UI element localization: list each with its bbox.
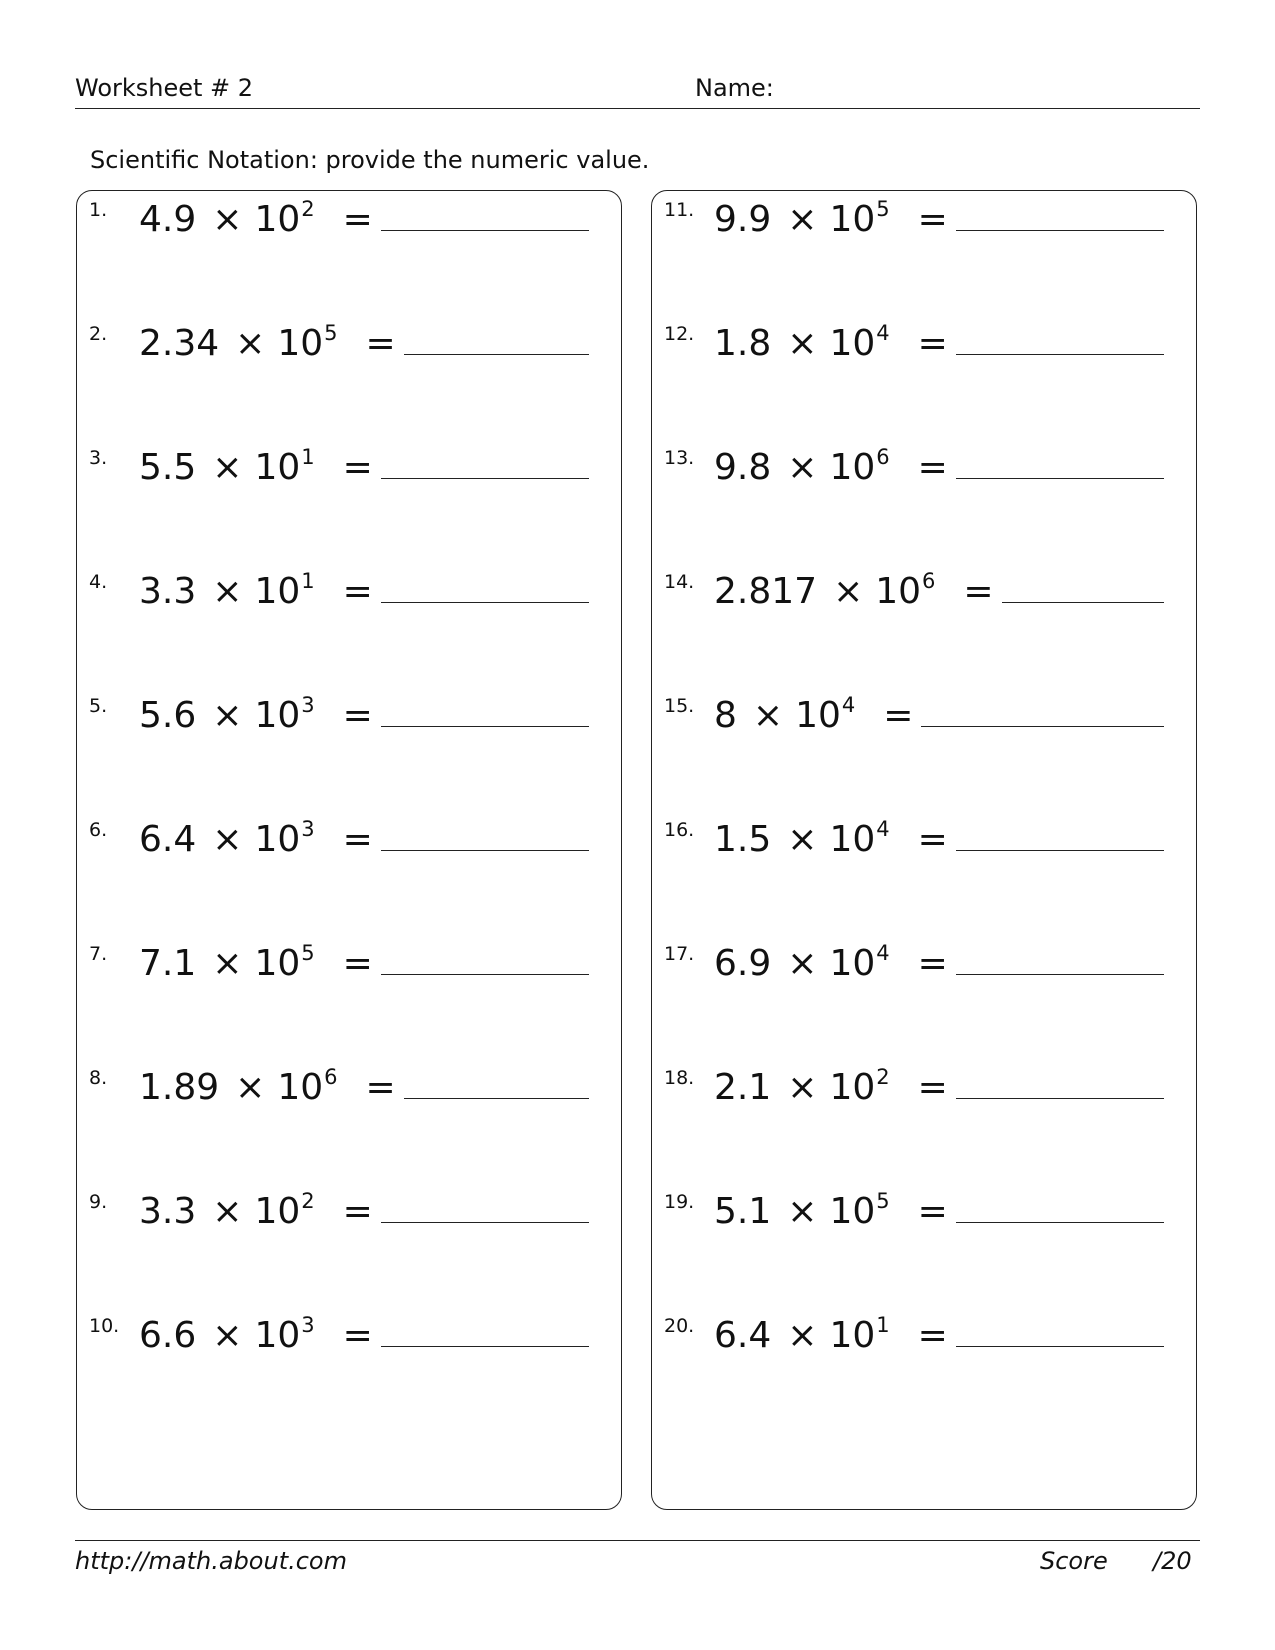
problem-number: 19. (664, 1191, 695, 1213)
answer-blank[interactable] (381, 450, 589, 479)
base-ten: 10 (829, 1191, 876, 1232)
times-sign: × (787, 943, 818, 984)
times-sign: × (752, 695, 784, 736)
problems-panel-left (76, 190, 622, 1510)
problem-number: 20. (664, 1315, 695, 1337)
problem-item (652, 815, 1198, 885)
times-sign: × (212, 1191, 243, 1232)
times-sign: × (212, 447, 243, 488)
coefficient: 5.5 (139, 447, 197, 488)
times-sign: × (787, 1315, 818, 1356)
equals-sign: = (342, 695, 373, 736)
coefficient: 6.6 (139, 1315, 197, 1356)
problem-number: 15. (664, 695, 695, 717)
problem-item (652, 319, 1198, 389)
problem-number: 11. (664, 199, 695, 221)
equals-sign: = (365, 323, 396, 364)
problem-item (77, 195, 623, 265)
problem-item (652, 691, 1198, 761)
coefficient: 7.1 (139, 943, 197, 984)
exponent: 6 (922, 569, 936, 593)
answer-blank[interactable] (956, 1318, 1164, 1347)
coefficient: 5.1 (714, 1191, 772, 1232)
problem-expression (139, 695, 589, 736)
base-ten: 10 (254, 695, 301, 736)
times-sign: × (235, 1067, 266, 1108)
worksheet-header (75, 74, 1200, 109)
answer-blank[interactable] (956, 1194, 1164, 1223)
coefficient: 4.9 (139, 199, 197, 240)
answer-blank[interactable] (956, 450, 1164, 479)
problem-item (77, 691, 623, 761)
problem-expression (139, 199, 589, 240)
times-sign: × (787, 1067, 818, 1108)
answer-blank[interactable] (956, 202, 1164, 231)
problem-number: 5. (89, 695, 108, 717)
equals-sign: = (963, 571, 994, 612)
times-sign: × (787, 199, 818, 240)
problem-expression (714, 943, 1164, 984)
instructions: Scientific Notation: provide the numeric value. (90, 146, 650, 174)
equals-sign: = (917, 199, 948, 240)
answer-blank[interactable] (381, 1318, 589, 1347)
problem-expression (139, 447, 589, 488)
answer-blank[interactable] (1002, 574, 1164, 603)
equals-sign: = (342, 571, 373, 612)
problem-number: 10. (89, 1315, 120, 1337)
source-url: http://math.about.com (75, 1547, 347, 1575)
problem-number: 4. (89, 571, 108, 593)
exponent: 4 (876, 941, 890, 965)
times-sign: × (212, 943, 243, 984)
problem-number: 8. (89, 1067, 108, 1089)
times-sign: × (787, 323, 818, 364)
base-ten: 10 (254, 571, 301, 612)
exponent: 2 (301, 197, 315, 221)
coefficient: 9.9 (714, 199, 772, 240)
exponent: 5 (324, 321, 338, 345)
coefficient: 8 (714, 695, 737, 736)
exponent: 1 (301, 569, 315, 593)
problem-item (652, 567, 1198, 637)
base-ten: 10 (829, 1315, 876, 1356)
problem-number: 2. (89, 323, 108, 345)
problem-expression (139, 819, 589, 860)
equals-sign: = (342, 819, 373, 860)
equals-sign: = (917, 1315, 948, 1356)
base-ten: 10 (829, 819, 876, 860)
worksheet-footer (75, 1540, 1200, 1587)
answer-blank[interactable] (956, 822, 1164, 851)
coefficient: 1.8 (714, 323, 772, 364)
answer-blank[interactable] (921, 698, 1164, 727)
problem-expression (139, 323, 589, 364)
times-sign: × (235, 323, 266, 364)
equals-sign: = (917, 1191, 948, 1232)
problem-item (77, 1063, 623, 1133)
base-ten: 10 (254, 1191, 301, 1232)
problem-number: 3. (89, 447, 108, 469)
exponent: 3 (301, 693, 315, 717)
exponent: 6 (876, 445, 890, 469)
times-sign: × (212, 199, 243, 240)
coefficient: 2.34 (139, 323, 220, 364)
problem-expression (139, 1315, 589, 1356)
problem-expression (714, 1315, 1164, 1356)
exponent: 5 (876, 197, 890, 221)
problem-number: 13. (664, 447, 695, 469)
exponent: 5 (876, 1189, 890, 1213)
answer-blank[interactable] (381, 698, 589, 727)
base-ten: 10 (254, 943, 301, 984)
problem-expression (714, 323, 1164, 364)
problem-expression (714, 819, 1164, 860)
problem-expression (714, 1191, 1164, 1232)
exponent: 3 (301, 1313, 315, 1337)
base-ten: 10 (795, 695, 841, 736)
times-sign: × (787, 447, 818, 488)
problem-item (77, 1187, 623, 1257)
problem-expression (714, 695, 1164, 736)
answer-blank[interactable] (381, 822, 589, 851)
equals-sign: = (342, 1191, 373, 1232)
problem-expression (714, 571, 1164, 612)
equals-sign: = (883, 695, 914, 736)
problem-number: 1. (89, 199, 108, 221)
answer-blank[interactable] (381, 946, 589, 975)
equals-sign: = (917, 1067, 948, 1108)
base-ten: 10 (254, 447, 301, 488)
coefficient: 1.89 (139, 1067, 220, 1108)
problem-item (652, 1187, 1198, 1257)
exponent: 3 (301, 817, 315, 841)
problem-number: 14. (664, 571, 695, 593)
exponent: 1 (301, 445, 315, 469)
coefficient: 2.1 (714, 1067, 772, 1108)
coefficient: 6.4 (714, 1315, 772, 1356)
problem-expression (139, 943, 589, 984)
problem-item (77, 1311, 623, 1381)
equals-sign: = (917, 447, 948, 488)
times-sign: × (787, 1191, 818, 1232)
equals-sign: = (917, 943, 948, 984)
answer-blank[interactable] (404, 326, 589, 355)
problem-expression (139, 1191, 589, 1232)
answer-blank[interactable] (956, 946, 1164, 975)
problem-number: 9. (89, 1191, 108, 1213)
coefficient: 3.3 (139, 1191, 197, 1232)
problem-number: 6. (89, 819, 108, 841)
coefficient: 3.3 (139, 571, 197, 612)
problem-expression (139, 1067, 589, 1108)
base-ten: 10 (875, 571, 922, 612)
problem-expression (714, 1067, 1164, 1108)
worksheet-title: Worksheet # 2 (75, 74, 254, 102)
coefficient: 5.6 (139, 695, 197, 736)
problem-item (652, 443, 1198, 513)
times-sign: × (212, 819, 243, 860)
score-label: Score (1040, 1547, 1108, 1575)
base-ten: 10 (277, 1067, 324, 1108)
problem-item (77, 815, 623, 885)
exponent: 1 (876, 1313, 890, 1337)
name-label: Name: (695, 74, 774, 102)
problem-item (77, 939, 623, 1009)
exponent: 4 (876, 817, 890, 841)
times-sign: × (833, 571, 864, 612)
base-ten: 10 (829, 323, 876, 364)
times-sign: × (212, 695, 243, 736)
equals-sign: = (342, 943, 373, 984)
base-ten: 10 (829, 199, 876, 240)
problem-item (77, 567, 623, 637)
base-ten: 10 (829, 447, 876, 488)
exponent: 4 (876, 321, 890, 345)
base-ten: 10 (277, 323, 324, 364)
coefficient: 2.817 (714, 571, 818, 612)
coefficient: 6.4 (139, 819, 197, 860)
answer-blank[interactable] (381, 1194, 589, 1223)
answer-blank[interactable] (956, 1070, 1164, 1099)
exponent: 5 (301, 941, 315, 965)
problem-item (652, 1063, 1198, 1133)
problem-number: 7. (89, 943, 108, 965)
problem-item (652, 1311, 1198, 1381)
base-ten: 10 (829, 943, 876, 984)
problem-item (77, 319, 623, 389)
problem-number: 17. (664, 943, 695, 965)
equals-sign: = (342, 1315, 373, 1356)
equals-sign: = (342, 447, 373, 488)
exponent: 2 (301, 1189, 315, 1213)
coefficient: 1.5 (714, 819, 772, 860)
problem-expression (714, 447, 1164, 488)
problem-item (77, 443, 623, 513)
answer-blank[interactable] (381, 574, 589, 603)
coefficient: 9.8 (714, 447, 772, 488)
exponent: 4 (841, 693, 856, 717)
times-sign: × (787, 819, 818, 860)
equals-sign: = (342, 199, 373, 240)
problems-panel-right (651, 190, 1197, 1510)
equals-sign: = (917, 819, 948, 860)
answer-blank[interactable] (381, 202, 589, 231)
exponent: 2 (876, 1065, 890, 1089)
base-ten: 10 (829, 1067, 876, 1108)
coefficient: 6.9 (714, 943, 772, 984)
base-ten: 10 (254, 199, 301, 240)
equals-sign: = (365, 1067, 396, 1108)
problem-number: 12. (664, 323, 695, 345)
times-sign: × (212, 1315, 243, 1356)
answer-blank[interactable] (404, 1070, 589, 1099)
problem-number: 18. (664, 1067, 695, 1089)
problem-expression (714, 199, 1164, 240)
problem-expression (139, 571, 589, 612)
score-total: /20 (1153, 1547, 1192, 1575)
problem-number: 16. (664, 819, 695, 841)
problem-item (652, 195, 1198, 265)
exponent: 6 (324, 1065, 338, 1089)
base-ten: 10 (254, 1315, 301, 1356)
problem-item (652, 939, 1198, 1009)
answer-blank[interactable] (956, 326, 1164, 355)
equals-sign: = (917, 323, 948, 364)
base-ten: 10 (254, 819, 301, 860)
times-sign: × (212, 571, 243, 612)
